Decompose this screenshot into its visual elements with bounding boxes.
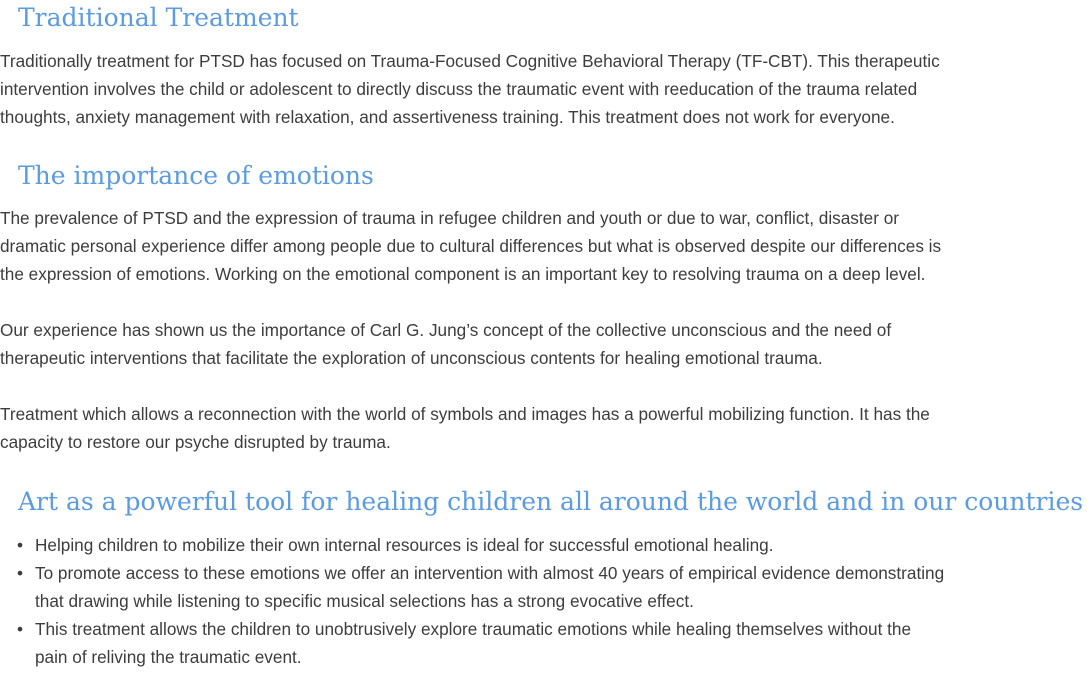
paragraph-prevalence — [0, 204, 1087, 288]
text-line: Treatment which allows a reconnection with the world of symbols and images has a powerful mobilizing function. It has the — [0, 404, 930, 424]
text-line: The prevalence of PTSD and the expression of trauma in refugee children and youth or due to war, conflict, disaster or — [0, 208, 900, 228]
list-item — [0, 531, 1087, 559]
text-line: pain of reliving the traumatic event. — [35, 647, 302, 667]
bullet-list — [0, 531, 1087, 671]
section-heading-importance-of-emotions: The importance of emotions — [18, 161, 374, 190]
section-heading-traditional-treatment: Traditional Treatment — [18, 3, 299, 32]
text-line: To promote access to these emotions we offer an intervention with almost 40 years of empirical evidence demonstrating — [35, 563, 945, 583]
bullet-icon: • — [17, 619, 24, 639]
paragraph-jung-concept — [0, 316, 1087, 372]
paragraph-traditional-treatment — [0, 47, 1087, 131]
text-line: capacity to restore our psyche disrupted by trauma. — [0, 432, 391, 452]
text-line: therapeutic interventions that facilitate the exploration of unconscious contents for healing emotional trauma. — [0, 348, 823, 368]
text-line: Our experience has shown us the importance of Carl G. Jung’s concept of the collective unconscious and the need of — [0, 320, 892, 340]
bullet-icon: • — [17, 535, 24, 555]
text-line: intervention involves the child or adolescent to directly discuss the traumatic event with reeducation of the trauma related — [0, 79, 918, 99]
text-line: dramatic personal experience differ among people due to cultural differences but what is observed despite our differences is — [0, 236, 942, 256]
bullet-icon: • — [17, 563, 24, 583]
text-line: thoughts, anxiety management with relaxation, and assertiveness training. This treatment does not work for everyone. — [0, 107, 895, 127]
paragraph-symbols-images — [0, 400, 1087, 456]
list-item — [0, 559, 1087, 615]
text-line: Helping children to mobilize their own internal resources is ideal for successful emotional healing. — [35, 535, 774, 555]
text-line: Traditionally treatment for PTSD has focused on Trauma-Focused Cognitive Behavioral Therapy (TF-CBT). This therapeutic — [0, 51, 940, 71]
section-heading-art-as-tool: Art as a powerful tool for healing children all around the world and in our countries — [18, 487, 1084, 516]
text-line: This treatment allows the children to unobtrusively explore traumatic emotions while healing themselves without the — [35, 619, 912, 639]
list-item — [0, 615, 1087, 671]
text-line: the expression of emotions. Working on the emotional component is an important key to resolving trauma on a deep level. — [0, 264, 926, 284]
text-line: that drawing while listening to specific musical selections has a strong evocative effect. — [35, 591, 694, 611]
